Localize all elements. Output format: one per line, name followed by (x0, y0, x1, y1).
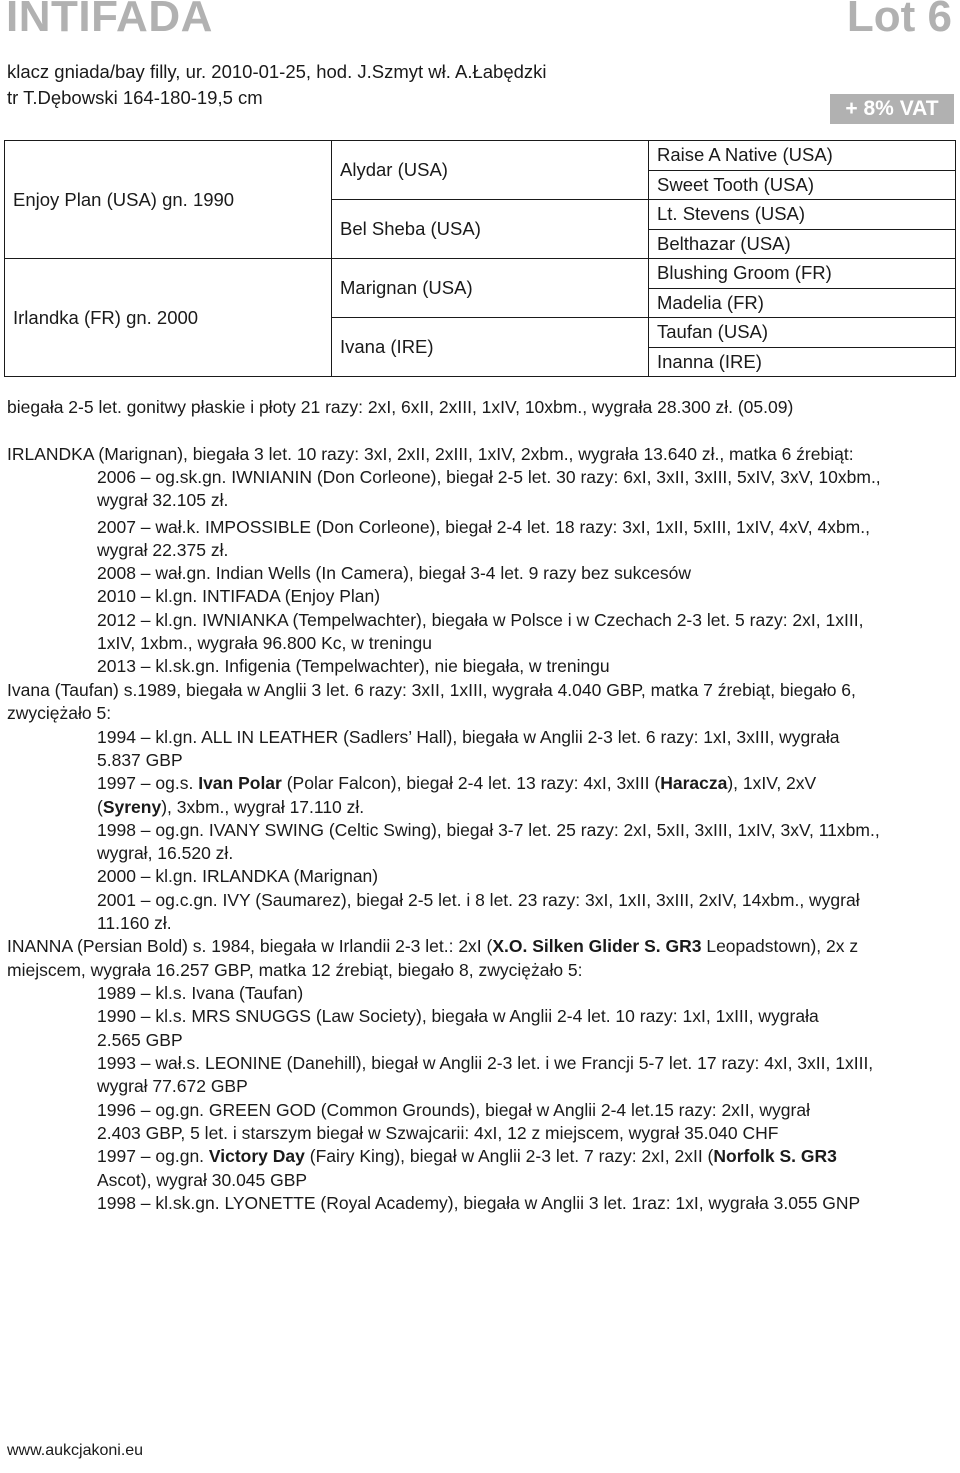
progeny-line: 1994 – kl.gn. ALL IN LEATHER (Sadlers’ Hall), biegała w Anglii 2-3 let. 6 razy: 1xI, 3xIII, wygrała (97, 727, 840, 747)
pedigree-cell: Raise A Native (USA) (649, 141, 956, 171)
progeny-line: wygrał 32.105 zł. (97, 490, 229, 510)
progeny-line: 2007 – wał.k. IMPOSSIBLE (Don Corleone), biegał 2-4 let. 18 razy: 3xI, 1xII, 5xIII, 1xIV, 4xV, 4xbm., (97, 517, 870, 537)
race-record: biegała 2-5 let. gonitwy płaskie i płoty 21 razy: 2xI, 6xII, 2xIII, 1xIV, 10xbm., wygrała 28.300 zł. (05.09) (7, 397, 794, 417)
progeny-line: wygrał 77.672 GBP (97, 1076, 248, 1096)
dam-sire-cell: Marignan (USA) (332, 259, 649, 318)
progeny-line: 2.565 GBP (97, 1030, 183, 1050)
progeny-line: (Syreny), 3xbm., wygrał 17.110 zł. (97, 797, 365, 817)
progeny-line: 1997 – og.s. Ivan Polar (Polar Falcon), biegał 2-4 let. 13 razy: 4xI, 3xIII (Haracza), 1xIV, 2xV (97, 773, 817, 793)
sire-dam-cell: Bel Sheba (USA) (332, 200, 649, 259)
horse-info-line-2: tr T.Dębowski 164-180-19,5 cm (7, 87, 263, 108)
progeny-line: 2000 – kl.gn. IRLANDKA (Marignan) (97, 866, 379, 886)
progeny-line: wygrał, 16.520 zł. (97, 843, 234, 863)
progeny-line: 5.837 GBP (97, 750, 183, 770)
pedigree-cell: Sweet Tooth (USA) (649, 170, 956, 200)
horse-name: INTIFADA (6, 0, 213, 41)
pedigree-cell: Madelia (FR) (649, 288, 956, 318)
progeny-line: 1990 – kl.s. MRS SNUGGS (Law Society), biegała w Anglii 2-4 let. 10 razy: 1xI, 1xIII, wygrała (97, 1006, 819, 1026)
vat-badge: + 8% VAT (830, 94, 954, 124)
progeny-line: 1993 – wał.s. LEONINE (Danehill), biegał w Anglii 2-3 let. i we Francji 5-7 let. 17 razy: 4xI, 3xII, 1xIII, (97, 1053, 874, 1073)
progeny-line: Ascot), wygrał 30.045 GBP (97, 1170, 308, 1190)
dam-dam-cell: Ivana (IRE) (332, 318, 649, 377)
pedigree-table (4, 140, 956, 377)
progeny-line: 11.160 zł. (97, 913, 172, 933)
pedigree-cell: Taufan (USA) (649, 318, 956, 348)
progeny-line: 1998 – kl.sk.gn. LYONETTE (Royal Academy), biegała w Anglii 3 let. 1raz: 1xI, wygrała 3.055 GNP (97, 1193, 861, 1213)
progeny-line: 2001 – og.c.gn. IVY (Saumarez), biegał 2-5 let. i 8 let. 23 razy: 3xI, 1xII, 3xIII, 2xIV, 14xbm., wygrał (97, 890, 860, 910)
progeny-line: 1xIV, 1xbm., wygrała 96.800 Kc, w treningu (97, 633, 432, 653)
progeny-line: 2010 – kl.gn. INTIFADA (Enjoy Plan) (97, 586, 381, 606)
pedigree-cell: Lt. Stevens (USA) (649, 200, 956, 230)
dam-history-line: miejscem, wygrała 16.257 GBP, matka 12 źrebiąt, biegało 8, zwyciężało 5: (7, 960, 583, 980)
progeny-line: 2006 – og.sk.gn. IWNIANIN (Don Corleone), biegał 2-5 let. 30 razy: 6xI, 3xII, 3xIII, 5xIV, 3xV, 10xbm., (97, 467, 881, 487)
sire-cell: Enjoy Plan (USA) gn. 1990 (5, 141, 332, 259)
dam-history-line: Ivana (Taufan) s.1989, biegała w Anglii 3 let. 6 razy: 3xII, 1xIII, wygrała 4.040 GBP, matka 7 źrebiąt, biegało 6, (7, 680, 856, 700)
progeny-line: 1998 – og.gn. IVANY SWING (Celtic Swing), biegał 3-7 let. 25 razy: 2xI, 5xII, 3xIII, 1xIV, 3xV, 11xbm., (97, 820, 880, 840)
dam-history-line: INANNA (Persian Bold) s. 1984, biegała w Irlandii 2-3 let.: 2xI (X.O. Silken Glider S. GR3 Leopadstown), 2x z (7, 936, 859, 956)
progeny-line: 1997 – og.gn. Victory Day (Fairy King), biegał w Anglii 2-3 let. 7 razy: 2xI, 2xII (Norfolk S. GR3 (97, 1146, 837, 1166)
progeny-line: 1996 – og.gn. GREEN GOD (Common Grounds), biegał w Anglii 2-4 let.15 razy: 2xII, wygrał (97, 1100, 810, 1120)
progeny-line: 1989 – kl.s. Ivana (Taufan) (97, 983, 304, 1003)
dam-cell: Irlandka (FR) gn. 2000 (5, 259, 332, 377)
progeny-line: wygrał 22.375 zł. (97, 540, 229, 560)
sire-sire-cell: Alydar (USA) (332, 141, 649, 200)
progeny-line: 2012 – kl.gn. IWNIANKA (Tempelwachter), biegała w Polsce i w Czechach 2-3 let. 5 razy: 2xI, 1xIII, (97, 610, 864, 630)
dam-history-line: IRLANDKA (Marignan), biegała 3 let. 10 razy: 3xI, 2xII, 2xIII, 1xIV, 2xbm., wygrała 13.640 zł., matka 6 źrebiąt: (7, 444, 854, 464)
horse-info-line-1: klacz gniada/bay filly, ur. 2010-01-25, hod. J.Szmyt wł. A.Łabędzki (7, 61, 547, 82)
dam-history-line: zwyciężało 5: (7, 703, 112, 723)
progeny-line: 2013 – kl.sk.gn. Infigenia (Tempelwachter), nie biegała, w treningu (97, 656, 610, 676)
progeny-line: 2008 – wał.gn. Indian Wells (In Camera), biegał 3-4 let. 9 razy bez sukcesów (97, 563, 692, 583)
pedigree-cell: Blushing Groom (FR) (649, 259, 956, 289)
pedigree-cell: Belthazar (USA) (649, 229, 956, 259)
lot-number: Lot 6 (846, 0, 952, 41)
pedigree-cell: Inanna (IRE) (649, 347, 956, 377)
footer-url: www.aukcjakoni.eu (7, 1442, 144, 1459)
progeny-line: 2.403 GBP, 5 let. i starszym biegał w Szwajcarii: 4xI, 12 z miejscem, wygrał 35.040 CHF (97, 1123, 779, 1143)
